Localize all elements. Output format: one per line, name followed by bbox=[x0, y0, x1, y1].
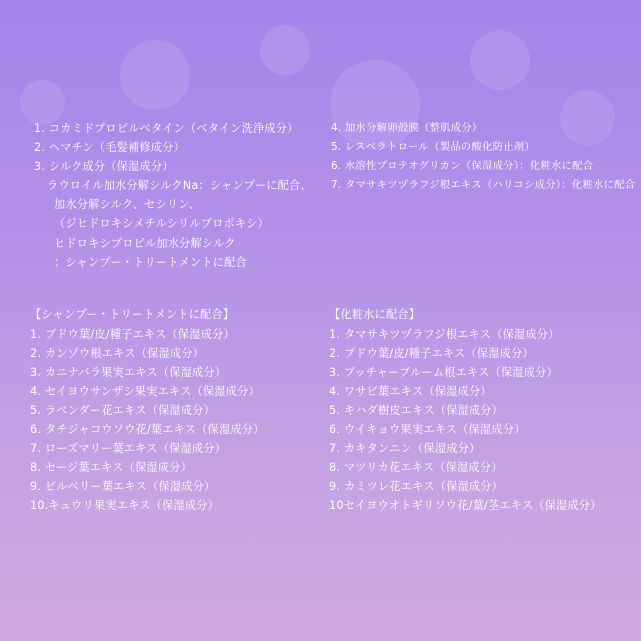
list-item: 3. シルク成分（保湿成分） bbox=[34, 160, 174, 173]
list-item: 9. カミツレ花エキス（保湿成分） bbox=[329, 480, 504, 493]
top-right-ingredients bbox=[331, 119, 635, 195]
list-item: 6. タチジャコウソウ花/葉エキス（保湿成分） bbox=[30, 423, 265, 436]
list-item: 7. ローズマリー葉エキス（保湿成分） bbox=[30, 442, 227, 455]
bokeh-circle bbox=[120, 40, 190, 110]
silk-note: ヒドロキシプロピル加水分解シルク bbox=[54, 236, 236, 250]
list-item: 3. カニナバラ果実エキス（保湿成分） bbox=[30, 366, 227, 379]
list-item: 10.キュウリ果実エキス（保湿成分） bbox=[30, 499, 219, 512]
list-item: 8. セージ葉エキス（保湿成分） bbox=[30, 461, 192, 474]
list-item: 4. ワサビ葉エキス（保湿成分） bbox=[329, 385, 492, 398]
list-item: 7. タマサキツヅラフジ根エキス（ハリコシ成分）：化粧水に配合 bbox=[331, 179, 636, 191]
shampoo-treatment-list bbox=[30, 305, 265, 515]
list-item: 7. カキタンニン（保湿成分） bbox=[329, 442, 481, 455]
list-item: 2. カンゾウ根エキス（保湿成分） bbox=[30, 347, 205, 360]
list-item: 1. ブドウ葉/皮/種子エキス（保湿成分） bbox=[30, 328, 235, 341]
list-item: 2. ブドウ葉/皮/種子エキス（保湿成分） bbox=[329, 347, 534, 360]
bokeh-circle bbox=[260, 25, 310, 75]
list-item: 2. ヘマチン（毛髪補修成分） bbox=[34, 141, 185, 154]
silk-note: 加水分解シルク、セシリン、 bbox=[54, 198, 201, 212]
list-item: 6. ウイキョウ果実エキス（保湿成分） bbox=[329, 423, 526, 436]
list-item: 1. コカミドプロピルベタイン（ベタイン洗浄成分） bbox=[34, 122, 299, 135]
section-heading: 【化粧水に配合】 bbox=[329, 308, 421, 321]
bokeh-circle bbox=[470, 30, 530, 90]
list-item: 4. セイヨウサンザシ果実エキス（保湿成分） bbox=[30, 385, 260, 398]
list-item: 5. キハダ樹皮エキス（保湿成分） bbox=[329, 404, 504, 417]
list-item: 8. マツリカ花エキス（保湿成分） bbox=[329, 461, 503, 474]
list-item: 5. レスベラトロール（製品の酸化防止剤） bbox=[331, 141, 535, 153]
list-item: 3. ブッチャーブルーム根エキス（保湿成分） bbox=[329, 366, 558, 379]
list-item: 10セイヨウオトギリソウ花/葉/茎エキス（保湿成分） bbox=[329, 499, 602, 512]
silk-note: ：シャンプー・トリートメントに配合 bbox=[54, 255, 247, 269]
list-item: 1. タマサキツヅラフジ根エキス（保湿成分） bbox=[329, 328, 560, 341]
silk-note: （ジヒドロキシメチルシリルプロポキシ） bbox=[54, 217, 269, 231]
list-item: 6. 水溶性プロテオグリカン（保湿成分）：化粧水に配合 bbox=[331, 160, 594, 172]
list-item: 5. ラベンダー花エキス（保湿成分） bbox=[30, 404, 215, 417]
list-item: 9. ビルベリー葉エキス（保湿成分） bbox=[30, 480, 216, 493]
lotion-list bbox=[329, 305, 602, 515]
top-left-ingredients bbox=[34, 119, 312, 272]
list-item: 4. 加水分解卵殻膜（整肌成分） bbox=[331, 122, 483, 134]
section-heading: 【シャンプー・トリートメントに配合】 bbox=[30, 308, 235, 321]
silk-note: ラウロイル加水分解シルクNa：シャンプーに配合、 bbox=[47, 179, 312, 192]
